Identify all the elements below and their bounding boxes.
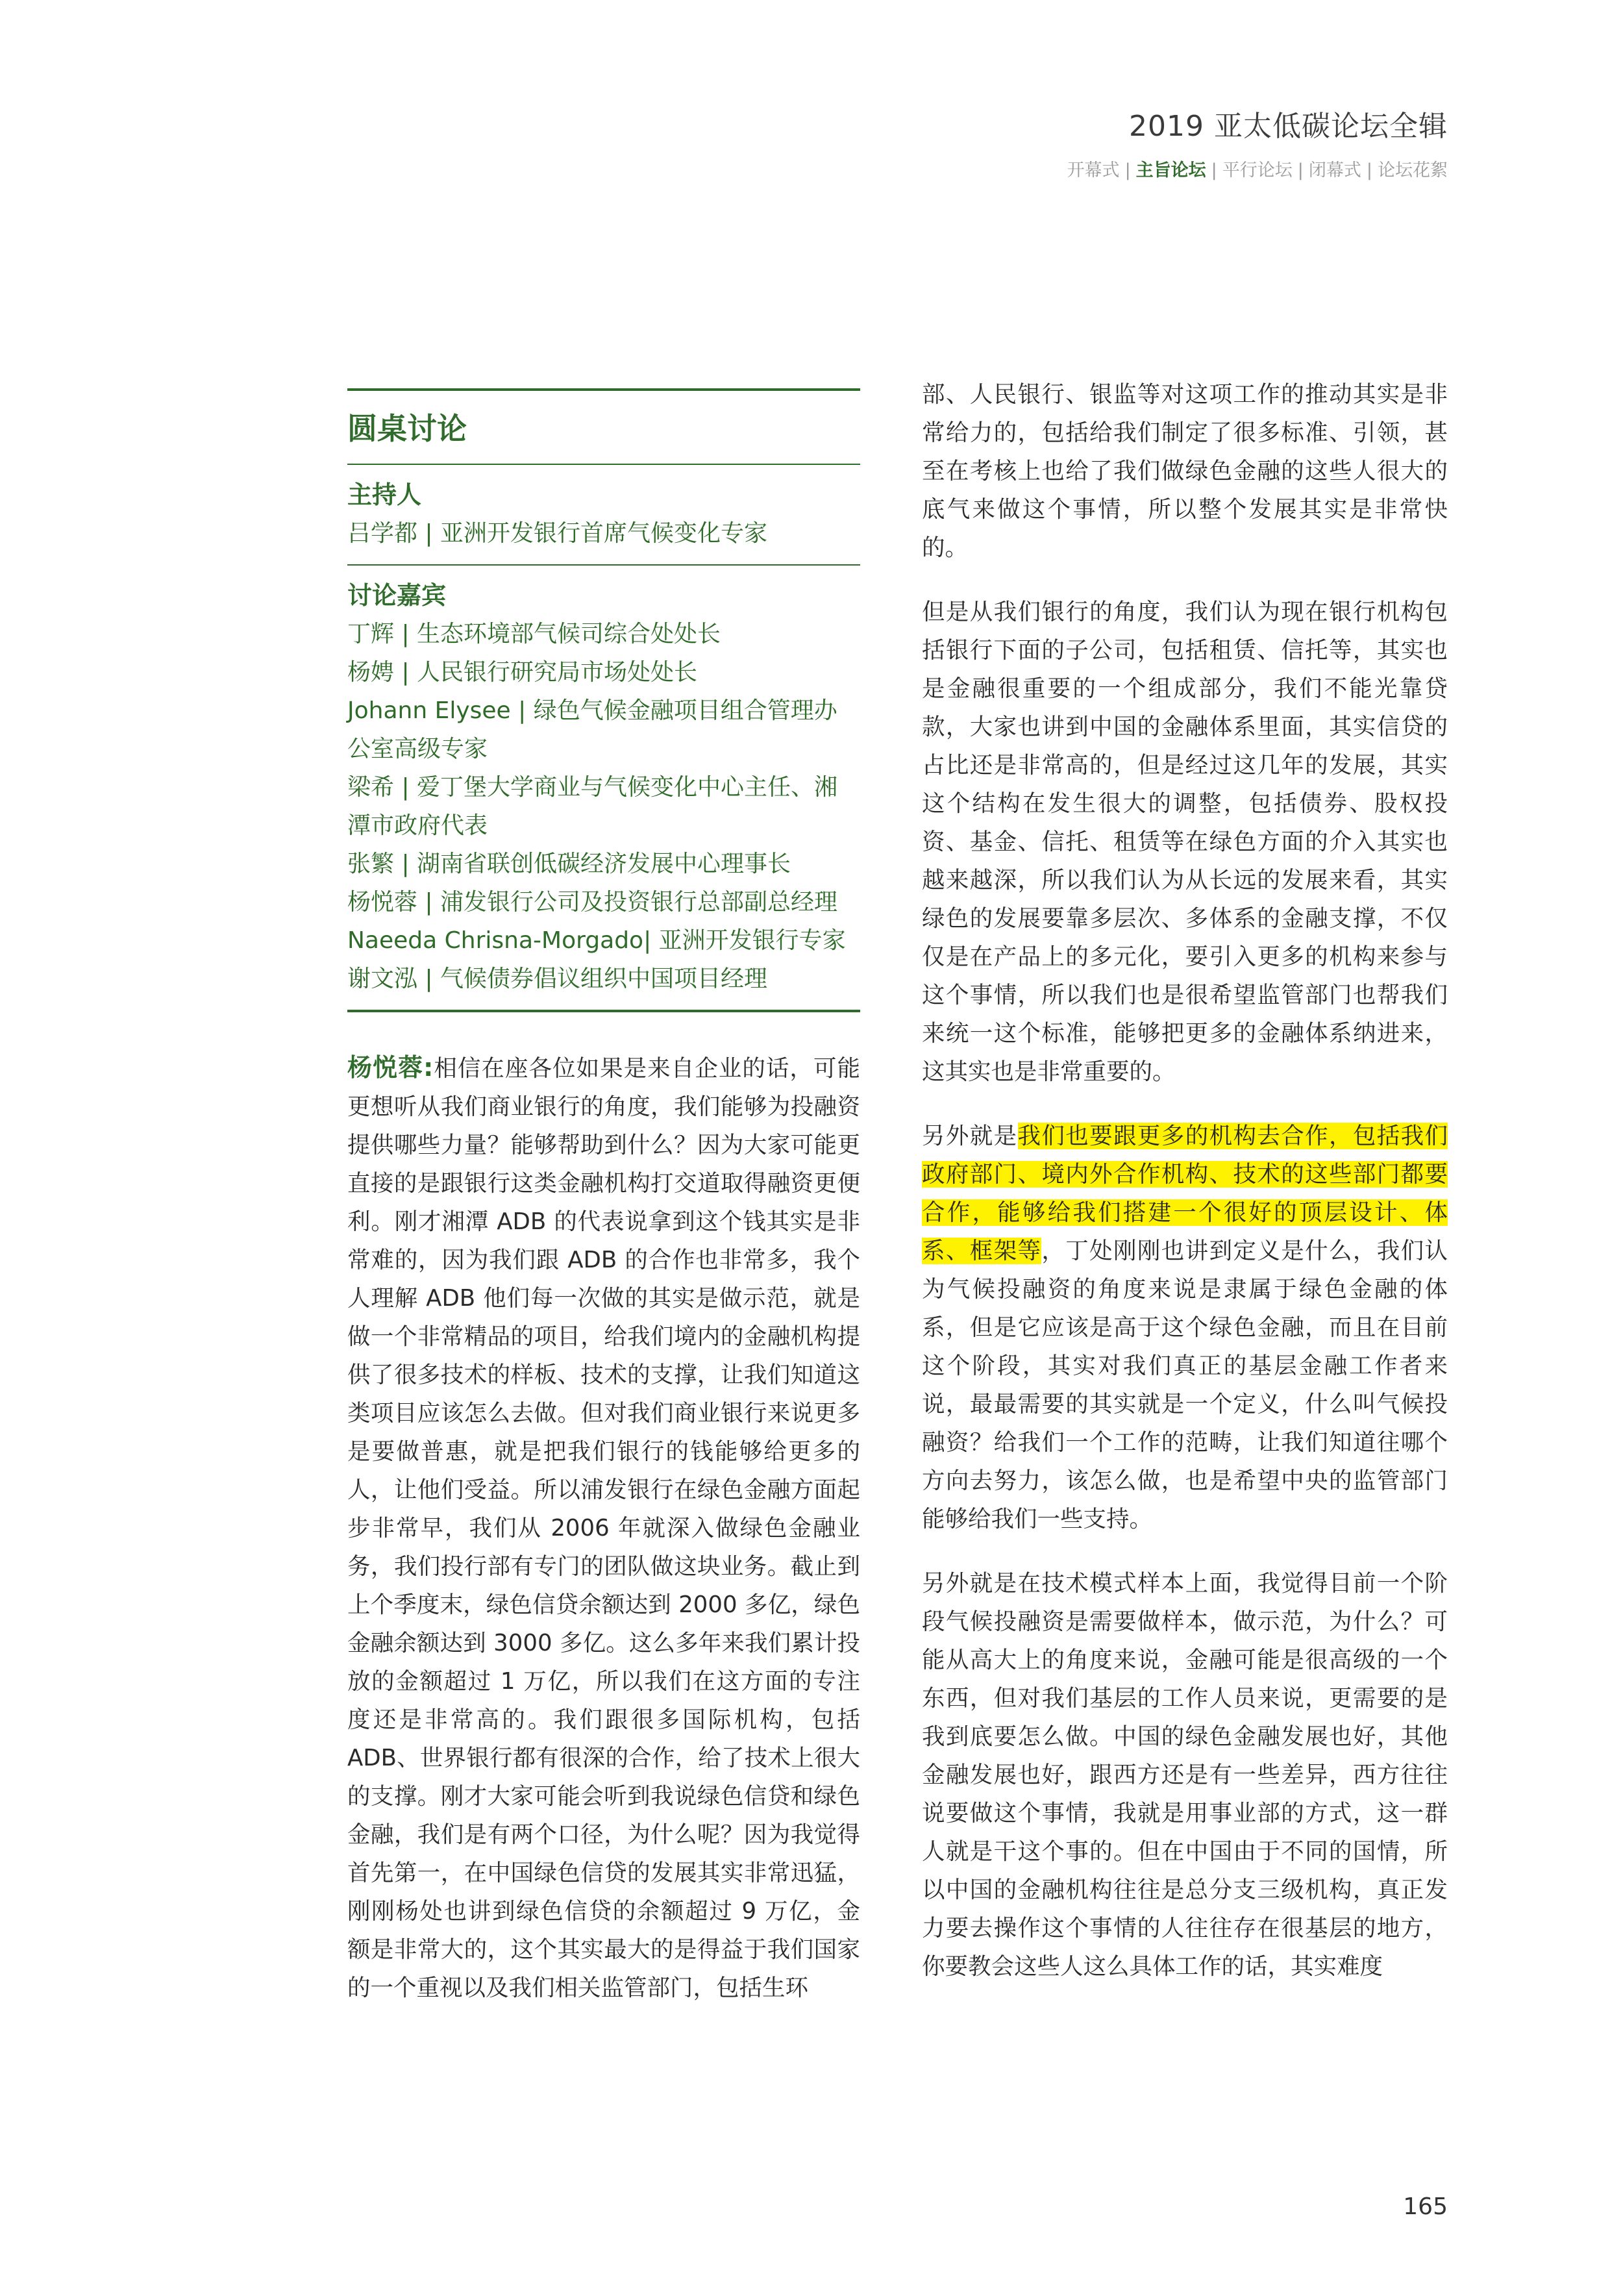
publication-title: 2019 亚太低碳论坛全辑 xyxy=(1129,110,1448,143)
left-column xyxy=(347,388,860,2007)
guest-entry: 谢文泓 | 气候债券倡议组织中国项目经理 xyxy=(347,966,768,992)
nav-separator: | xyxy=(1366,160,1372,181)
speaker-name: 杨悦蓉: xyxy=(347,1053,434,1082)
body-paragraph: 但是从我们银行的角度，我们认为现在银行机构包括银行下面的子公司，包括租赁、信托等，其实也是金融很重要的一个组成部分，我们不能光靠贷款，大家也讲到中国的金融体系里面，其实信贷的占比还是非常高的，但是经过这几年的发展，其实这个结构在发生很大的调整，包括债券、股权投资、基金、信托、租赁等在绿色方面的介入其实也越来越深，所以我们认为从长远的发展来看，其实绿色的发展要靠多层次、多体系的金融支撑，不仅仅是在产品上的多元化，要引入更多的机构来参与这个事情，所以我们也是很希望监管部门也帮我们来统一这个标准，能够把更多的金融体系纳进来，这其实也是非常重要的。 xyxy=(922,599,1448,1085)
nav-separator: | xyxy=(1297,160,1304,181)
nav-item-highlights[interactable]: 论坛花絮 xyxy=(1378,160,1448,181)
nav-separator: | xyxy=(1124,160,1131,181)
section-nav xyxy=(1067,156,1448,181)
nav-item-closing[interactable]: 闭幕式 xyxy=(1308,160,1361,181)
speaker-remarks: 相信在座各位如果是来自企业的话，可能更想听从我们商业银行的角度，我们能够为投融资提供哪些力量？能够帮助到什么？因为大家可能更直接的是跟银行这类金融机构打交道取得融资更便利。刚才湘潭 ADB 的代表说拿到这个钱其实是非常难的，因为我们跟 ADB 的合作也非常多，我个人理解 ADB 他们每一次做的其实是做示范，就是做一个非常精品的项目，给我们境内的金融机构提供了很多技术的样板、技术的支撑，让我们知道这类项目应该怎么去做。但对我们商业银行来说更多是要做普惠，就是把我们银行的钱能够给更多的人，让他们受益。所以浦发银行在绿色金融方面起步非常早，我们从 2006 年就深入做绿色金融业务，我们投行部有专门的团队做这块业务。截止到上个季度末，绿色信贷余额达到 2000 多亿，绿色金融余额达到 3000 多亿。这么多年来我们累计投放的金额超过 1 万亿，所以我们在这方面的专注度还是非常高的。我们跟很多国际机构，包括 ADB、世界银行都有很深的合作，给了技术上很大的支撑。刚才大家可能会听到我说绿色信贷和绿色金融，我们是有两个口径，为什么呢？因为我觉得首先第一，在中国绿色信贷的发展其实非常迅猛，刚刚杨处也讲到绿色信贷的余额超过 9 万亿，金额是非常大的，这个其实最大的是得益于我们国家的一个重视以及我们相关监管部门，包括生环 xyxy=(347,1055,860,2001)
body-paragraph xyxy=(347,1049,860,2007)
guest-entry: 丁辉 | 生态环境部气候司综合处处长 xyxy=(347,621,721,647)
section-heading: 圆桌讨论 xyxy=(347,411,467,446)
guest-entry: 杨悦蓉 | 浦发银行公司及投资银行总部副总经理 xyxy=(347,889,838,916)
paragraph-text: ，丁处刚刚也讲到定义是什么，我们认为气候投融资的角度来说是隶属于绿色金融的体系，但是它应该是高于这个绿色金融，而且在目前这个阶段，其实对我们真正的基层金融工作者来说，最最需要的其实就是一个定义，什么叫气候投融资？给我们一个工作的范畴，让我们知道往哪个方向去努力，该怎么做，也是希望中央的监管部门能够给我们一些支持。 xyxy=(922,1238,1448,1532)
host-heading: 主持人 xyxy=(347,480,422,509)
section-top-rule xyxy=(347,388,860,391)
nav-item-keynote[interactable]: 主旨论坛 xyxy=(1135,160,1206,181)
body-paragraph: 部、人民银行、银监等对这项工作的推动其实是非常给力的，包括给我们制定了很多标准、引领，甚至在考核上也给了我们做绿色金融的这些人很大的底气来做这个事情，所以整个发展其实是非常快的。 xyxy=(922,381,1448,561)
guest-entry: 张繁 | 湖南省联创低碳经济发展中心理事长 xyxy=(347,851,791,877)
body-paragraph: 另外就是在技术模式样本上面，我觉得目前一个阶段气候投融资是需要做样本，做示范，为什么？可能从高大上的角度来说，金融可能是很高级的一个东西，但对我们基层的工作人员来说，更需要的是我到底要怎么做。中国的绿色金融发展也好，其他金融发展也好，跟西方还是有一些差异，西方往往说要做这个事情，我就是用事业部的方式，这一群人就是干这个事的。但在中国由于不同的国情，所以中国的金融机构往往是总分支三级机构，真正发力要去操作这个事情的人往往存在很基层的地方，你要教会这些人这么具体工作的话，其实难度 xyxy=(922,1570,1448,1980)
body-paragraph xyxy=(922,1117,1448,1538)
paragraph-text: 另外就是 xyxy=(922,1123,1018,1149)
guest-entry: Naeeda Chrisna-Morgado| 亚洲开发银行专家 xyxy=(347,927,846,954)
nav-item-opening[interactable]: 开幕式 xyxy=(1067,160,1120,181)
highlighted-text: 我们也要跟更多的机构去合作，包括我们政府部门、境内外合作机构、技术的这些部门都要合作，能够给我们搭建一个很好的顶层设计、体系、框架等 xyxy=(922,1123,1448,1264)
section-bottom-rule xyxy=(347,1010,860,1012)
guests-heading: 讨论嘉宾 xyxy=(347,581,447,610)
guest-entry: 梁希 | 爱丁堡大学商业与气候变化中心主任、湘潭市政府代表 xyxy=(347,774,838,839)
guest-entry: Johann Elysee | 绿色气候金融项目组合管理办公室高级专家 xyxy=(347,697,837,762)
nav-item-parallel[interactable]: 平行论坛 xyxy=(1222,160,1293,181)
right-column xyxy=(922,375,1448,1986)
nav-separator: | xyxy=(1211,160,1217,181)
page-number: 165 xyxy=(1403,2193,1448,2220)
guest-entry: 杨娉 | 人民银行研究局市场处处长 xyxy=(347,659,698,686)
host-entry: 吕学都 | 亚洲开发银行首席气候变化专家 xyxy=(347,520,768,547)
divider xyxy=(347,464,860,465)
divider xyxy=(347,564,860,566)
